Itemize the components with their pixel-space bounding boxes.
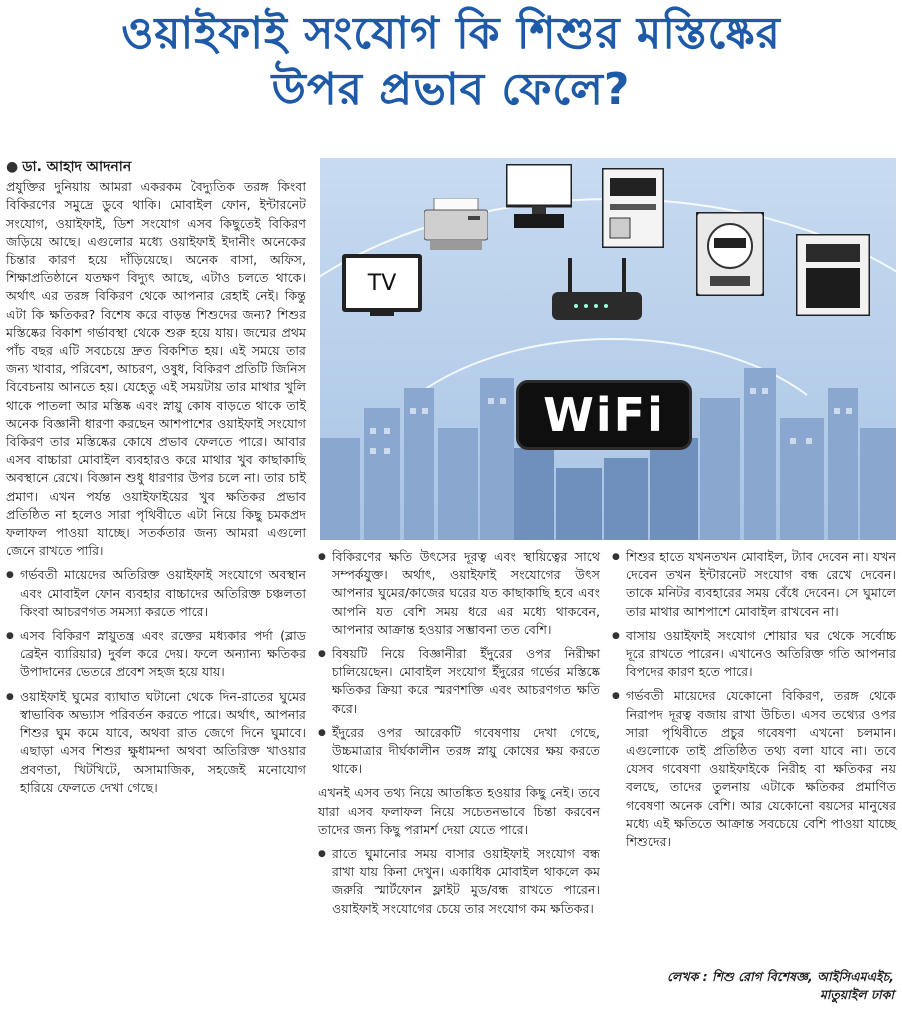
headline-line-1: ওয়াইফাই সংযোগ কি শিশুর মস্তিষ্কের xyxy=(121,8,781,59)
author-byline xyxy=(6,158,306,176)
right-column xyxy=(612,548,896,857)
left-column xyxy=(6,158,306,803)
headline-line-2: উপর প্রভাব ফেলে? xyxy=(271,64,631,115)
tv-label: TV xyxy=(367,270,397,296)
heat-meter-icon xyxy=(796,234,870,316)
list-item: ● ইঁদুরের ওপর আরেকটি গবেষণায় দেখা গেছে, উচ্চমাত্রার দীর্ঘকালীন তরঙ্গ স্নায়ু কোষের ক্ষয় করতে থাকে। xyxy=(318,724,600,779)
byline-bullet-icon: ● xyxy=(6,159,19,175)
note-paragraph: এখনই এসব তথ্য নিয়ে আতঙ্কিত হওয়ার কিছু নেই। তবে যারা এসব ফলাফল নিয়ে সচেতনভাবে চিন্তা করবেন তাদের জন্য কিছু পরামর্শ দেয়া যেতে পারে। xyxy=(318,785,600,837)
tv-stand xyxy=(370,310,394,316)
wifi-label: WiFi xyxy=(543,388,665,442)
list-item: ● শিশুর হাতে যখনতখন মোবাইল, ট্যাব দেবেন না। যখন দেবেন তখন ইন্টারনেট সংযোগ বন্ধ রেখে দেবেন। তাকে মনিটর ব্যবহারের সময় বেঁধে দেবেন। সে ঘুমালে তার মাথার আশপাশে মোবাইল রাখবেন না। xyxy=(612,548,896,621)
desktop-computer-icon xyxy=(506,164,572,228)
list-item: ● এসব বিকিরণ স্নায়ুতন্ত্র এবং রক্তের মধ্যকার পর্দা (ব্লাড ব্রেইন ব্যারিয়ার) দুর্বল করে দেয়। ফলে অন্যান্য ক্ষতিকর উপাদানের ভেতরে প্রবেশ সহজ হয়ে যায়। xyxy=(6,627,306,682)
list-item: ● রাতে ঘুমানোর সময় বাসার ওয়াইফাই সংযোগ বন্ধ রাখা যায় কিনা দেখুন। একাধিক মোবাইল থাকলে কম জরুরি স্মার্টফোন ফ্লাইট মুড/বন্ধ রাখতে পারেন। ওয়াইফাই সংযোগের চেয়ে তার সংযোগ কম ক্ষতিকর। xyxy=(318,845,600,918)
list-item: ● গর্ভবতী মায়েদের যেকোনো বিকিরণ, তরঙ্গ থেকে নিরাপদ দূরত্ব বজায় রাখা উচিত। এসব তথ্যের ওপর সারা পৃথিবীতে প্রচুর গবেষণা এখনো চলমান। এগুলোকে তাই প্রতিষ্ঠিত তথ্য বলা যাবে না। তবে যেসব গবেষণা ওয়াইফাইকে নিরীহ বা ক্ষতিকর নয় বলছে, তাদের তুলনায় এটাকে ক্ষতিকর প্রমাণিত গবেষণা অনেক বেশি। আর যেকোনো বয়সের মানুষের মধ্যে এই ক্ষতিতে আক্রান্ত সবচেয়ে বেশি পাওয়া যাচ্ছে শিশুদের। xyxy=(612,687,896,851)
list-item: ● গর্ভবতী মায়েদের অতিরিক্ত ওয়াইফাই সংযোগে অবস্থান এবং মোবাইল ফোন ব্যবহার বাচ্চাদের অতিরিক্ত চঞ্চলতা কিংবা আচরণগত সমস্যা করতে পারে। xyxy=(6,566,306,621)
middle-column xyxy=(318,548,600,924)
writer-credit xyxy=(594,968,894,1004)
writer-credit-line-1: লেখক : শিশু রোগ বিশেষজ্ঞ, আইসিএমএইচ, xyxy=(666,969,894,984)
tv-icon xyxy=(342,254,422,312)
list-item: ● বিকিরণের ক্ষতি উৎসের দূরত্ব এবং স্থায়িত্বের সাথে সম্পর্কযুক্ত। অর্থাৎ, ওয়াইফাই সংযোগের উৎস আপনার ঘুমের/কাজের ঘরের যত কাছাকাছি হবে এবং আপনি যত বেশি সময় ধরে এর মধ্যে থাকবেন, আপনার আক্রান্ত হওয়ার সম্ভাবনা তত বেশি। xyxy=(318,548,600,639)
wifi-logo xyxy=(516,380,692,450)
writer-credit-line-2: মাতুয়াইল ঢাকা xyxy=(819,987,894,1002)
wifi-illustration xyxy=(320,158,896,540)
electric-meter-icon xyxy=(602,168,664,248)
intro-paragraph: প্রযুক্তির দুনিয়ায় আমরা একরকম বৈদ্যুতিক তরঙ্গ কিংবা বিকিরণের সমুদ্রে ডুবে থাকি। মোবাইল ফোন, ইন্টারনেট সংযোগ, ওয়াইফাই, ডিশ সংযোগ এসব কিছুতেই বিকিরণ জড়িয়ে আছে। এগুলোর মধ্যে ওয়াইফাই ইদানীং অনেকের চিন্তার কারণ হয়ে দাঁড়িয়েছে। অনেক বাসা, অফিস, শিক্ষাপ্রতিষ্ঠানে যতক্ষণ বিদ্যুৎ আছে, এটাও চলতে থাকে। অর্থাৎ এর তরঙ্গ বিকিরণ থেকে আপনার রেহাই নেই। কিন্তু এটা কি ক্ষতিকর? বিশেষ করে বাড়ন্ত শিশুদের জন্য? শিশুর মস্তিষ্কের বিকাশ গর্ভাবস্থা থেকে শুরু হয়ে যায়। জন্মের প্রথম পাঁচ বছর এটি সবচেয়ে দ্রুত বিকশিত হয়। এই সময়ে তার জন্য খাবার, পরিবেশ, আচরণ, ওষুধ, বিকিরণ প্রতিটি জিনিস বিবেচনায় আনতে হয়। যেহেতু এই সময়টায় তার মাথার খুলি থাকে পাতলা আর মস্তিষ্ক এবং স্নায়ু কোষ বাড়তে থাকে তাই অনেক বিজ্ঞানী ধারণা করছেন আশপাশের ওয়াইফাই সংযোগ বিকিরণ তার মস্তিষ্কের কোষে প্রভাব ফেলতে পারে। আবার এসব বাচ্চারা মোবাইল ব্যবহারও করে মাথার খুব কাছাকাছি অবস্থানে রেখে। বিজ্ঞান শুধু ধারণার উপর চলে না। তার চাই প্রমাণ। এখন পর্যন্ত ওয়াইফাইয়ের খুব ক্ষতিকর প্রভাব প্রতিষ্ঠিত না হলেও সারা পৃথিবীতে এটা নিয়ে কিছু চমকপ্রদ ফলাফল পাওয়া যাচ্ছে। সতর্কতার জন্য আমরা এগুলো জেনে রাখতে পারি। xyxy=(6,179,306,559)
list-item: ● বাসায় ওয়াইফাই সংযোগ শোয়ার ঘর থেকে সর্বোচ্চ দূরে রাখতে পারেন। এখানেও অতিরিক্ত গতি আপনার বিপদের কারণ হতে পারে। xyxy=(612,627,896,682)
router-icon xyxy=(552,258,642,324)
power-meter-icon xyxy=(696,212,764,296)
list-item: ● বিষয়টি নিয়ে বিজ্ঞানীরা ইঁদুরের ওপর নিরীক্ষা চালিয়েছেন। মোবাইল সংযোগ ইঁদুরের গর্ভের মস্তিষ্কে ক্ষতিকর ক্রিয়া করে স্মরণশক্তি এবং আচরণগত ক্ষতি করে। xyxy=(318,645,600,718)
printer-icon xyxy=(424,198,488,250)
author-name: ডা. আহাদ আদনান xyxy=(22,159,132,175)
headline xyxy=(0,6,902,118)
list-item: ● ওয়াইফাই ঘুমের ব্যাঘাত ঘটানো থেকে দিন-রাতের ঘুমের স্বাভাবিক অভ্যাস পরিবর্তন করতে পারে। অর্থাৎ, আপনার শিশুর ঘুম কমে যাবে, অথবা রাত জেগে দিনে ঘুমাবে। এছাড়া এসব শিশুর ক্ষুধামন্দা অথবা অতিরিক্ত খাওয়ার প্রবণতা, খিটখিটে, অসামাজিক, সহজেই মনোযোগ হারিয়ে ফেলতে দেখা গেছে। xyxy=(6,688,306,797)
